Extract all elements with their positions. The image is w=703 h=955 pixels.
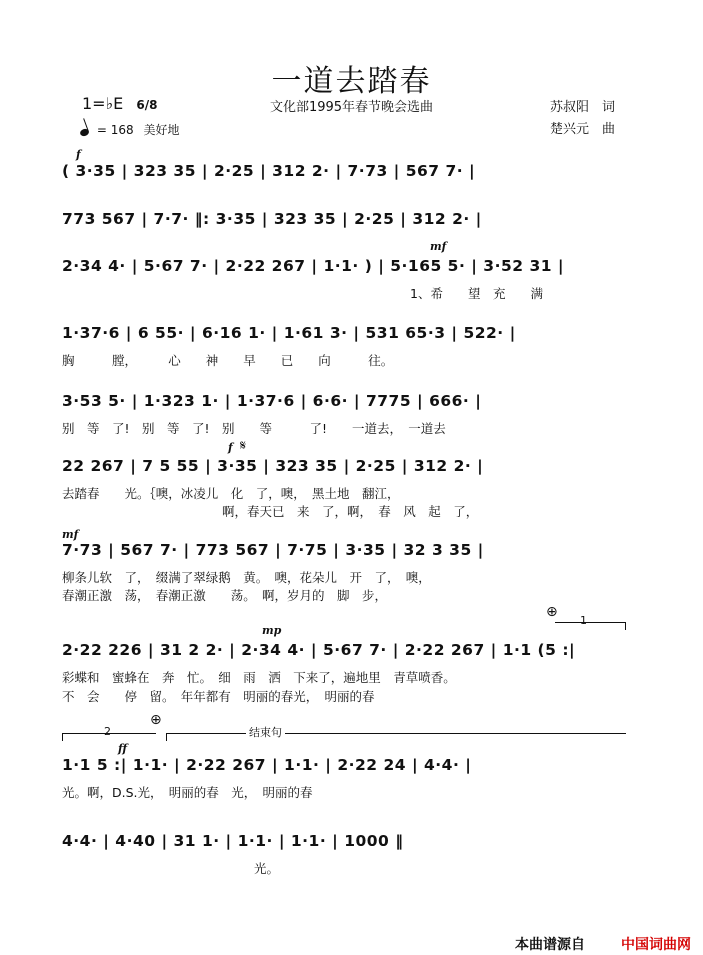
key-signature — [82, 94, 157, 113]
dynamic-mark: f — [228, 441, 233, 454]
composer-credit: 楚兴元 曲 — [550, 122, 616, 137]
dynamic-mark: mf — [430, 240, 447, 253]
dynamic-mark: ff — [118, 742, 128, 755]
dynamic-mark: mp — [262, 624, 282, 637]
quarter-note-icon — [79, 128, 90, 138]
score-row-4: 1·37·6 | 6 55· | 6·16 1· | 1·61 3· | 531 65·3 | 522· | — [62, 324, 516, 342]
source-label: 本曲谱源自 — [515, 937, 585, 953]
lyric-line-verse-2: 啊，春天已 来 了，啊， 春 风 起 了， — [222, 504, 479, 519]
tempo-marking — [80, 121, 179, 138]
key-label: 1=♭E — [82, 94, 124, 113]
score-row-6: 22 267 | 7 5 55 | 3·35 | 323 35 | 2·25 | 312 2· | — [62, 457, 484, 475]
lyricist-credit: 苏叔阳 词 — [550, 100, 616, 115]
score-row-8: 2·22 226 | 31 2 2· | 2·34 4· | 5·67 7· | 2·22 267 | 1·1 (5 :| — [62, 641, 576, 659]
subtitle: 文化部1995年春节晚会选曲 — [269, 100, 434, 115]
lyric-line: 1、希 望 充 满 — [410, 286, 543, 301]
score-row-7: 7·73 | 567 7· | 773 567 | 7·75 | 3·35 | 32 3 35 | — [62, 541, 484, 559]
lyric-line: 去踏春 光。｛噢，冰凌儿 化 了，噢， 黑土地 翻江， — [62, 486, 400, 501]
dynamic-mark: mf — [62, 528, 79, 541]
score-row-5: 3·53 5· | 1·323 1· | 1·37·6 | 6·6· | 7775 | 666· | — [62, 392, 482, 410]
source-site-link[interactable]: 中国词曲网 — [621, 937, 691, 953]
volta-2-label: 2 — [104, 725, 111, 738]
score-row-10: 4·4· | 4·40 | 31 1· | 1·1· | 1·1· | 1000 ‖ — [62, 832, 404, 850]
score-row-3: 2·34 4· | 5·67 7· | 2·22 267 | 1·1· ) | 5·165 5· | 3·52 31 | — [62, 257, 565, 275]
score-row-9: 1·1 5 :| 1·1· | 2·22 267 | 1·1· | 2·22 24 | 4·4· | — [62, 756, 472, 774]
tempo-value: = 168 — [96, 123, 134, 137]
lyric-line-verse-2: 春潮正激 荡， 春潮正激 荡。 啊，岁月的 脚 步， — [62, 588, 388, 603]
page-title: 一道去踏春 — [271, 64, 432, 99]
volta-2-start-tick — [62, 733, 63, 741]
lyric-line-verse-2: 不 会 停 留。 年年都有 明丽的春光， 明丽的春 — [62, 689, 375, 704]
coda-icon: ⊕ — [546, 604, 558, 620]
lyric-line: 彩蝶和 蜜蜂在 奔 忙。 细 雨 洒 下来了，遍地里 青草喷香。 — [62, 670, 456, 685]
expression-mark: 美好地 — [143, 123, 180, 137]
lyric-line: 光。啊，D.S.光， 明丽的春 光， 明丽的春 — [62, 785, 313, 800]
volta-1-bracket — [555, 622, 625, 623]
volta-1-label: 1 — [580, 614, 587, 627]
segno-icon: 𝄋 — [240, 438, 247, 454]
ending-phrase-start-tick — [166, 733, 167, 741]
coda-icon: ⊕ — [150, 712, 162, 728]
lyric-line: 胸 膛， 心 神 早 已 向 往。 — [62, 353, 394, 368]
volta-1-end-tick — [625, 622, 626, 630]
score-row-2: 773 567 | 7·7· ‖: 3·35 | 323 35 | 2·25 | 312 2· | — [62, 210, 482, 228]
time-signature: 6/8 — [136, 98, 158, 112]
lyric-line: 柳条儿软 了， 缀满了翠绿鹅 黄。 噢，花朵儿 开 了， 噢， — [62, 570, 431, 585]
dynamic-mark: f — [76, 148, 81, 161]
lyric-line: 别 等 了! 别 等 了! 别 等 了! 一道去， 一道去 — [62, 421, 446, 436]
lyric-line: 光。 — [254, 861, 280, 876]
ending-phrase-label: 结束句 — [246, 724, 285, 740]
ending-phrase-bracket — [166, 733, 626, 734]
score-row-1: ( 3·35 | 323 35 | 2·25 | 312 2· | 7·73 | 567 7· | — [62, 162, 476, 180]
